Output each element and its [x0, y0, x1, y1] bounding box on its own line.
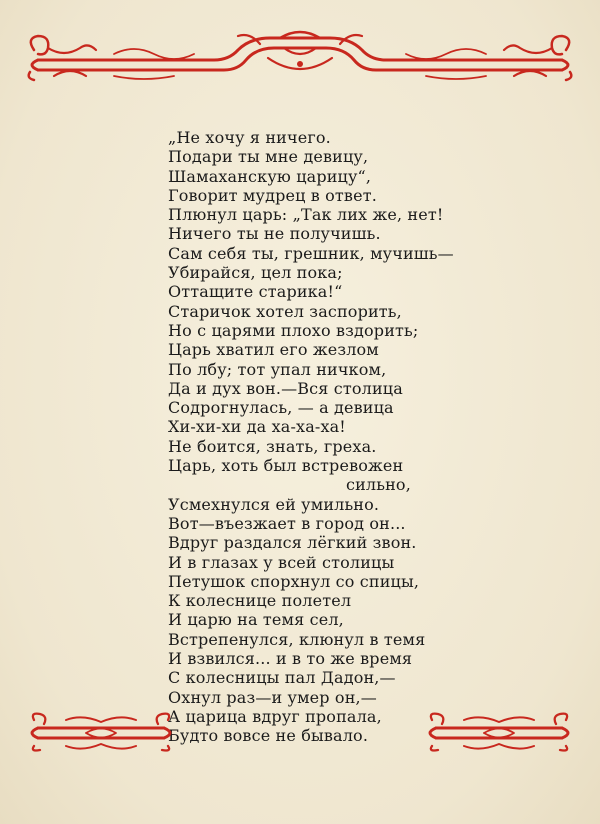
- poem-line: Охнул раз—и умер он,—: [168, 687, 377, 707]
- poem-line: Содрогнулась, — а девица: [168, 398, 394, 418]
- poem-line: Ничего ты не получишь.: [168, 224, 381, 244]
- poem-line: Царь, хоть был встревожен: [168, 456, 404, 476]
- poem-line: „Не хочу я ничего.: [168, 128, 331, 147]
- poem-line: Будто вовсе не бывало.: [168, 726, 369, 746]
- poem-line: К колеснице полетел: [168, 591, 352, 611]
- poem-line: Вдруг раздался лёгкий звон.: [168, 533, 417, 553]
- poem-line: И взвился... и в то же время: [168, 649, 413, 669]
- poem-line: Встрепенулся, клюнул в темя: [168, 629, 426, 649]
- top-ornament-border: [24, 30, 576, 82]
- bottom-right-ornament: [424, 712, 574, 752]
- poem-line: С колесницы пал Дадон,—: [168, 668, 396, 688]
- poem-line: Оттащите старика!“: [168, 282, 343, 302]
- poem-line: А царица вдруг пропала,: [168, 706, 382, 726]
- poem-line: Но с царями плохо вздорить;: [168, 320, 419, 340]
- poem-line: Петушок спорхнул со спицы,: [168, 571, 420, 591]
- poem-line: Старичок хотел заспорить,: [168, 301, 402, 321]
- poem-line: Не боится, знать, греха.: [168, 436, 377, 456]
- poem-line: Говорит мудрец в ответ.: [168, 185, 377, 205]
- poem-line: И в глазах у всей столицы: [168, 552, 395, 572]
- poem-line: Убирайся, цел пока;: [168, 263, 343, 283]
- bottom-left-ornament: [26, 712, 176, 752]
- poem-text: [168, 128, 468, 746]
- poem-line: Царь хватил его жезлом: [168, 340, 379, 360]
- poem-line: Усмехнулся ей умильно.: [168, 494, 380, 514]
- poem-line: Да и дух вон.—Вся столица: [168, 378, 403, 398]
- poem-line: Подари ты мне девицу,: [168, 147, 369, 167]
- poem-line: Плюнул царь: „Так лих же, нет!: [168, 205, 444, 225]
- poem-line: Хи-хи-хи да ха-ха-ха!: [168, 417, 346, 437]
- poem-line-continuation: сильно,: [346, 475, 411, 495]
- poem-line: Вот—въезжает в город он...: [168, 513, 406, 533]
- poem-line: По лбу; тот упал ничком,: [168, 359, 387, 379]
- poem-line: И царю на темя сел,: [168, 610, 344, 630]
- poem-line: Сам себя ты, грешник, мучишь—: [168, 243, 454, 263]
- poem-line: Шамаханскую царицу“,: [168, 166, 372, 186]
